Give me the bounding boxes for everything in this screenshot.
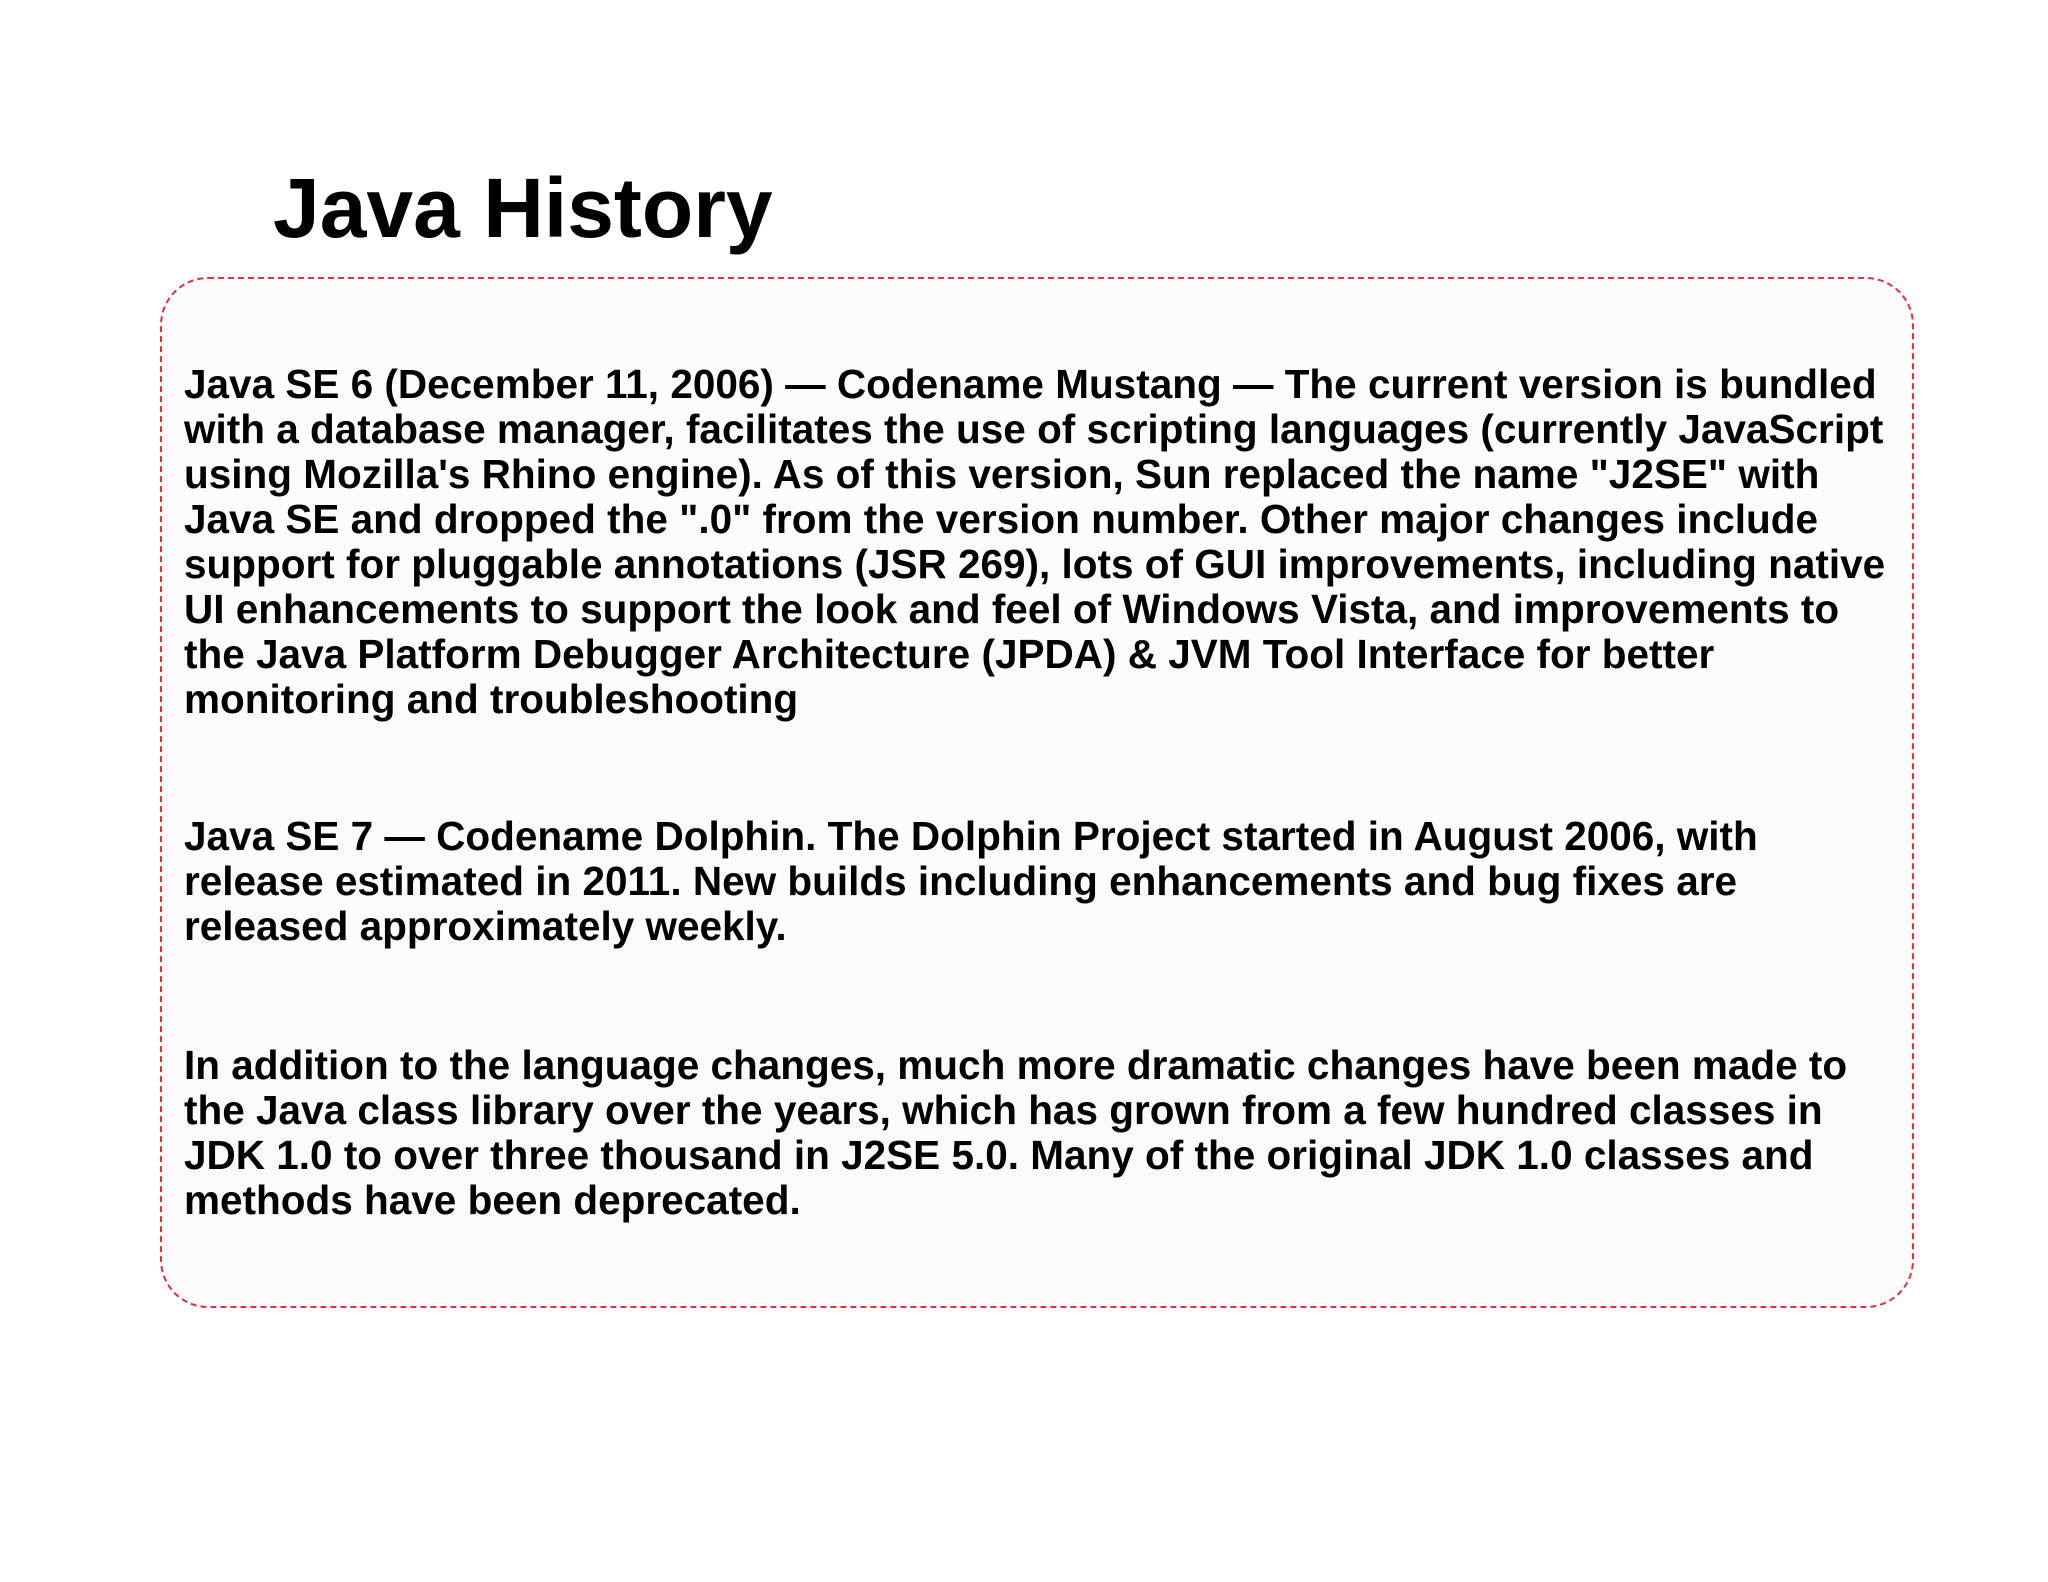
- paragraph-java-se-6: Java SE 6 (December 11, 2006) — Codename Mustang — The current version is bundled with a database manager, facilitates the use of scripting languages (currently JavaScript using Mozilla's Rhino engine). As of this version, Sun replaced the name "J2SE" with Java SE and dropped the ".0" from the version number. Other major changes include support for pluggable annotations (JSR 269), lots of GUI improvements, including native UI enhancements to support the look and feel of Windows Vista, and improvements to the Java Platform Debugger Architecture (JPDA) & JVM Tool Interface for better monitoring and troubleshooting: [184, 361, 1886, 722]
- paragraph-java-se-7: Java SE 7 — Codename Dolphin. The Dolphin Project started in August 2006, with release estimated in 2011. New builds including enhancements and bug fixes are released approximately weekly.: [184, 813, 1758, 949]
- slide-title: Java History: [273, 161, 773, 255]
- paragraph-class-library: In addition to the language changes, much more dramatic changes have been made to the Java class library over the years, which has grown from a few hundred classes in JDK 1.0 to over three thousand in J2SE 5.0. Many of the original JDK 1.0 classes and methods have been deprecated.: [184, 1042, 1848, 1223]
